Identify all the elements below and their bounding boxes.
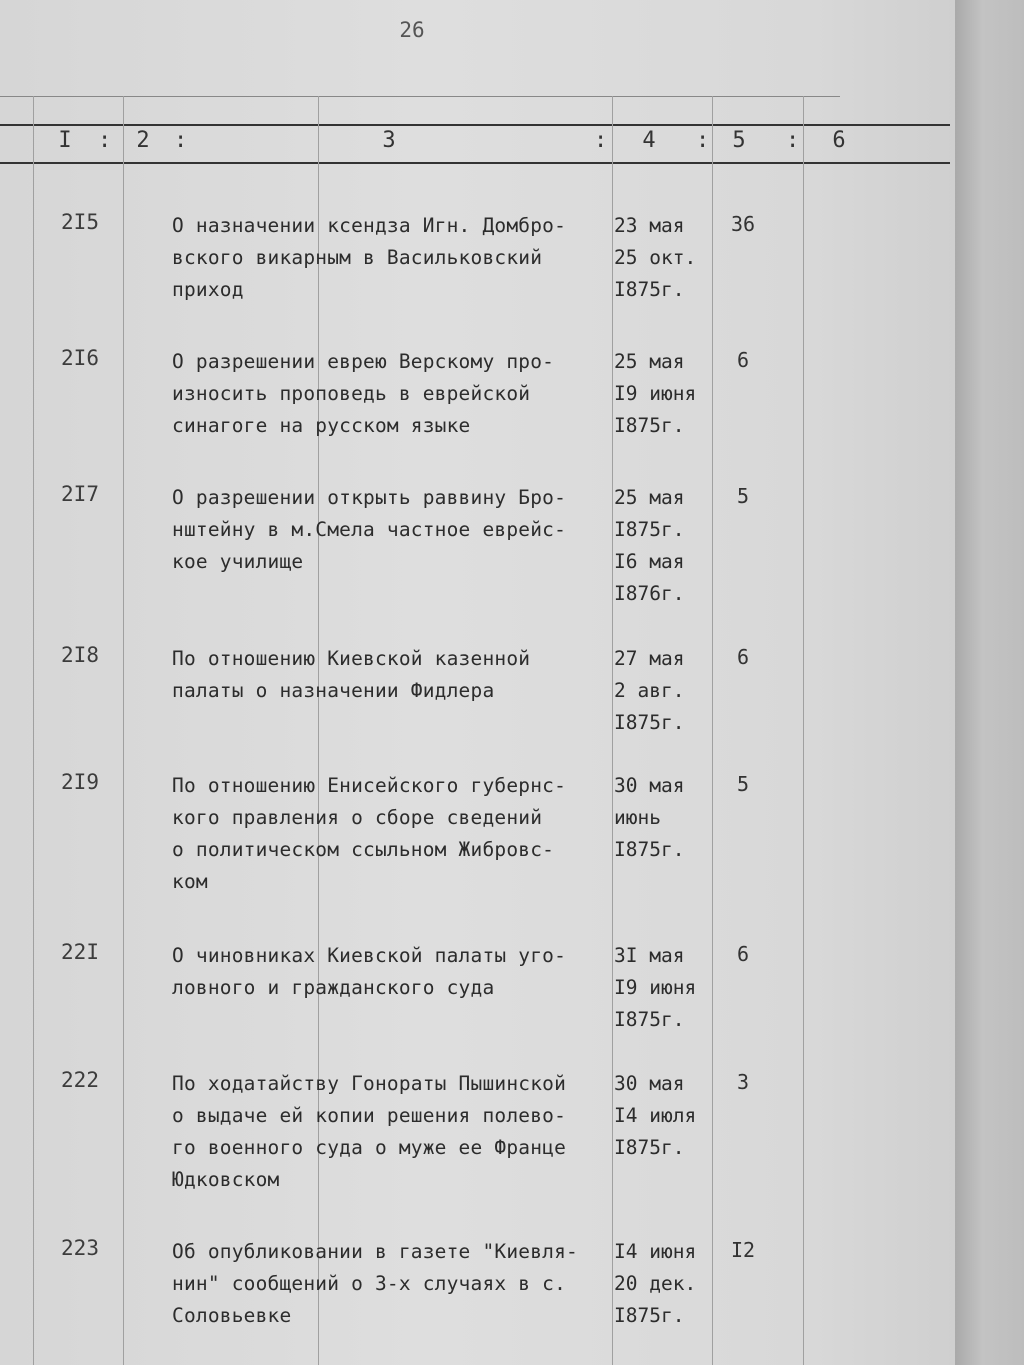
row-dates <box>614 210 724 306</box>
description-line: О чиновниках Киевской палаты уго- <box>172 944 567 967</box>
description-line: ловного и гражданского суда <box>172 976 495 999</box>
date-line: 27 мая <box>614 647 685 670</box>
row-number: 222 <box>61 1068 99 1092</box>
header-col-3: 3 <box>382 128 396 153</box>
row-description <box>172 940 622 1004</box>
row-description <box>172 770 622 898</box>
row-description <box>172 643 622 707</box>
date-line: I875г. <box>614 838 685 861</box>
date-line: I875г. <box>614 711 685 734</box>
header-separator: : <box>98 128 112 153</box>
date-line: I875г. <box>614 1008 685 1031</box>
date-line: I9 июня <box>614 976 697 999</box>
date-line: I6 мая <box>614 550 685 573</box>
page-edge-shadow <box>955 0 1024 1365</box>
date-line: I876г. <box>614 582 685 605</box>
date-line: 3I мая <box>614 944 685 967</box>
row-sheet-count: 5 <box>736 772 750 796</box>
description-line: синагоге на русском языке <box>172 414 471 437</box>
row-description <box>172 1236 622 1332</box>
date-line: июнь <box>614 806 661 829</box>
description-line: нин" сообщений о 3-х случаях в с. <box>172 1272 567 1295</box>
description-line: нштейну в м.Смела частное еврейс- <box>172 518 567 541</box>
header-top-rule <box>0 124 950 126</box>
row-dates <box>614 1068 724 1164</box>
row-dates <box>614 643 724 739</box>
column-line <box>123 96 124 1365</box>
header-separator: : <box>696 128 710 153</box>
date-line: 30 мая <box>614 774 685 797</box>
description-line: кого правления о сборе сведений <box>172 806 543 829</box>
description-line: По отношению Киевской казенной <box>172 647 531 670</box>
description-line: о выдаче ей копии решения полево- <box>172 1104 567 1127</box>
row-number: 2I9 <box>61 770 99 794</box>
date-line: I9 июня <box>614 382 697 405</box>
description-line: О разрешении еврею Верскому про- <box>172 350 555 373</box>
row-dates <box>614 940 724 1036</box>
description-line: износить проповедь в еврейской <box>172 382 531 405</box>
date-line: 25 мая <box>614 486 685 509</box>
row-number: 223 <box>61 1236 99 1260</box>
header-col-2: 2 <box>136 128 150 153</box>
description-line: Юдковском <box>172 1168 280 1191</box>
date-line: I875г. <box>614 414 685 437</box>
row-number: 22I <box>61 940 99 964</box>
date-line: I4 июня <box>614 1240 697 1263</box>
row-dates <box>614 346 724 442</box>
row-sheet-count: 5 <box>736 484 750 508</box>
description-line: вского викарным в Васильковский <box>172 246 543 269</box>
row-description <box>172 210 622 306</box>
row-description <box>172 482 622 578</box>
description-line: По отношению Енисейского губернс- <box>172 774 567 797</box>
row-sheet-count: 6 <box>736 348 750 372</box>
date-line: I875г. <box>614 1304 685 1327</box>
faint-top-rule <box>0 96 840 97</box>
date-line: I875г. <box>614 518 685 541</box>
description-line: о политическом ссыльном Жибровс- <box>172 838 555 861</box>
row-dates <box>614 770 724 866</box>
date-line: 25 окт. <box>614 246 697 269</box>
header-col-5: 5 <box>732 128 746 153</box>
header-separator: : <box>786 128 800 153</box>
row-sheet-count: 6 <box>736 942 750 966</box>
header-col-1: I <box>58 128 72 153</box>
row-sheet-count: 6 <box>736 645 750 669</box>
date-line: I4 июля <box>614 1104 697 1127</box>
column-line <box>803 96 804 1365</box>
header-separator: : <box>174 128 188 153</box>
date-line: I875г. <box>614 278 685 301</box>
header-col-4: 4 <box>642 128 656 153</box>
description-line: ком <box>172 870 208 893</box>
date-line: 23 мая <box>614 214 685 237</box>
row-description <box>172 346 622 442</box>
header-col-6: 6 <box>832 128 846 153</box>
row-number: 2I5 <box>61 210 99 234</box>
header-bottom-rule <box>0 162 950 164</box>
description-line: Об опубликовании в газете "Киевля- <box>172 1240 578 1263</box>
row-number: 2I6 <box>61 346 99 370</box>
description-line: Соловьевке <box>172 1304 292 1327</box>
description-line: О разрешении открыть раввину Бро- <box>172 486 567 509</box>
description-line: кое училище <box>172 550 304 573</box>
date-line: I875г. <box>614 1136 685 1159</box>
header-separator: : <box>594 128 608 153</box>
description-line: О назначении ксендза Игн. Домбро- <box>172 214 567 237</box>
description-line: палаты о назначении Фидлера <box>172 679 495 702</box>
description-line: го военного суда о муже ее Франце <box>172 1136 567 1159</box>
row-sheet-count: 36 <box>730 212 756 236</box>
page-number: 26 <box>399 18 425 42</box>
row-sheet-count: I2 <box>730 1238 756 1262</box>
date-line: 25 мая <box>614 350 685 373</box>
date-line: 20 дек. <box>614 1272 697 1295</box>
description-line: приход <box>172 278 244 301</box>
row-number: 2I8 <box>61 643 99 667</box>
description-line: По ходатайству Гонораты Пышинской <box>172 1072 567 1095</box>
row-sheet-count: 3 <box>736 1070 750 1094</box>
row-dates <box>614 1236 724 1332</box>
date-line: 30 мая <box>614 1072 685 1095</box>
row-dates <box>614 482 724 610</box>
row-number: 2I7 <box>61 482 99 506</box>
row-description <box>172 1068 622 1196</box>
date-line: 2 авг. <box>614 679 685 702</box>
column-line <box>33 96 34 1365</box>
